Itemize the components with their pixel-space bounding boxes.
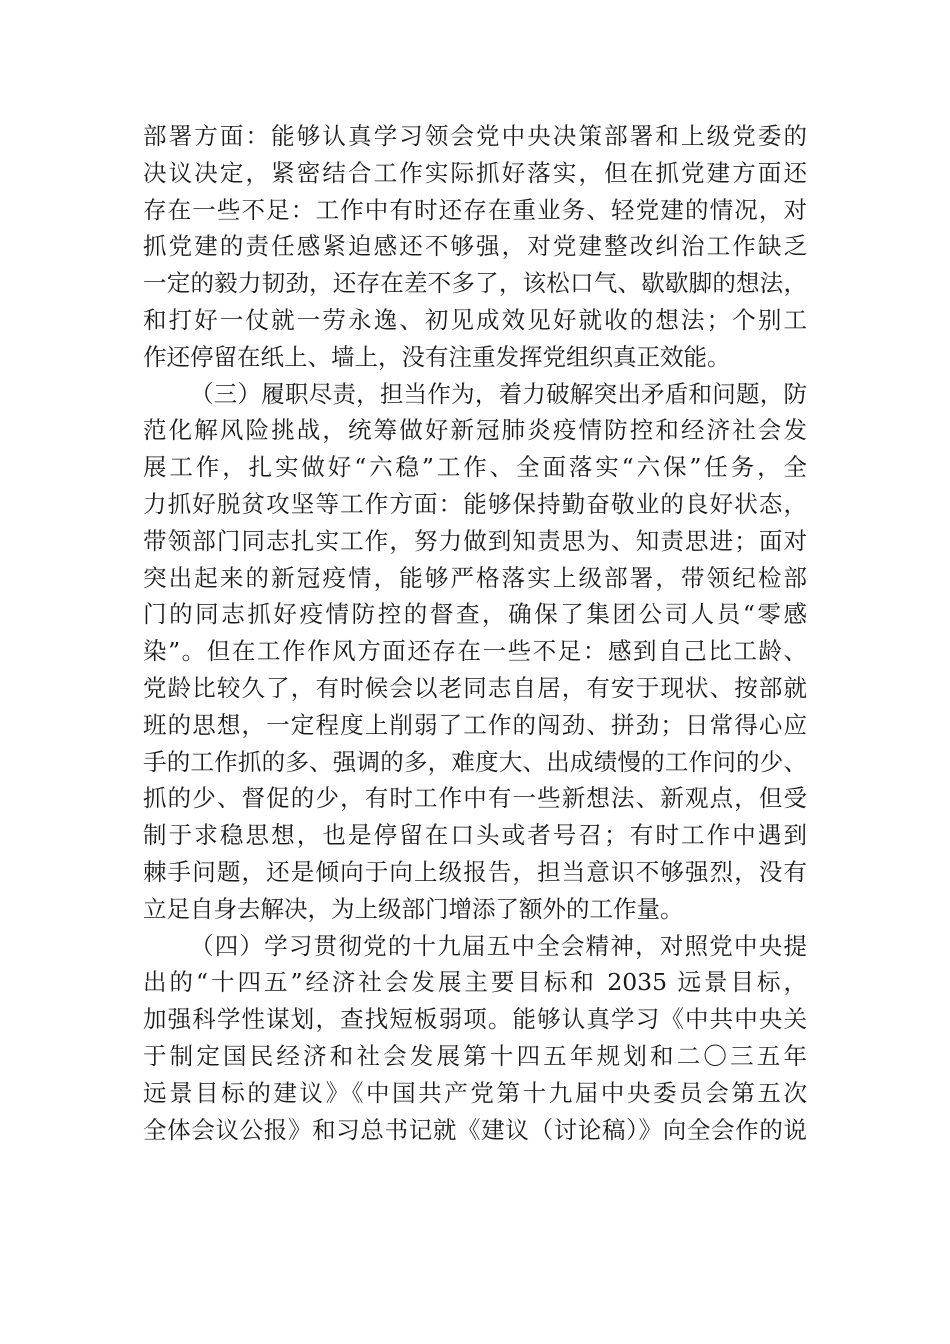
section-3-first-line: （三）履职尽责，担当作为，着力破解突出矛盾和问题，防 [190, 379, 807, 408]
text-line: 决议决定，紧密结合工作实际抓好落实，但在抓党建方面还 [143, 158, 807, 187]
text-line: 加强科学性谋划，查找短板弱项。能够认真学习《中共中央关 [143, 1005, 807, 1034]
text-line: 于制定国民经济和社会发展第十四五年规划和二〇三五年 [143, 1041, 807, 1070]
text-line: 带领部门同志扎实工作，努力做到知责思为、知责思进；面对 [143, 526, 807, 555]
text-line: 范化解风险挑战，统筹做好新冠肺炎疫情防控和经济社会发 [143, 416, 807, 445]
section-4-first-line: （四）学习贯彻党的十九届五中全会精神，对照党中央提 [190, 931, 807, 960]
document-body [143, 118, 807, 1148]
text-line: 全体会议公报》和习总书记就《建议（讨论稿）》向全会作的说 [143, 1115, 807, 1144]
text-line: 抓的少、督促的少，有时工作中有一些新想法、新观点，但受 [143, 784, 807, 813]
text-line: 手的工作抓的多、强调的多，难度大、出成绩慢的工作问的少、 [143, 747, 807, 776]
text-line: 部署方面：能够认真学习领会党中央决策部署和上级党委的 [143, 122, 807, 150]
text-line: 一定的毅力韧劲，还存在差不多了，该松口气、歇歇脚的想法， [143, 269, 807, 298]
text-line: 出的“十四五”经济社会发展主要目标和 2035 远景目标， [143, 968, 807, 997]
text-line: 远景目标的建议》《中国共产党第十九届中央委员会第五次 [143, 1078, 807, 1107]
text-line: 班的思想，一定程度上削弱了工作的闯劲、拼劲；日常得心应 [143, 710, 807, 739]
text-line: 突出起来的新冠疫情，能够严格落实上级部署，带领纪检部 [143, 563, 807, 592]
text-line: 抓党建的责任感紧迫感还不够强，对党建整改纠治工作缺乏 [143, 232, 807, 261]
text-line: 立足自身去解决，为上级部门增添了额外的工作量。 [143, 894, 684, 923]
text-line: 门的同志抓好疫情防控的督查，确保了集团公司人员“零感 [143, 600, 807, 629]
text-line: 党龄比较久了，有时候会以老同志自居，有安于现状、按部就 [143, 673, 807, 702]
text-line: 棘手问题，还是倾向于向上级报告，担当意识不够强烈，没有 [143, 857, 807, 886]
text-line: 制于求稳思想，也是停留在口头或者号召；有时工作中遇到 [143, 821, 807, 850]
text-line: 力抓好脱贫攻坚等工作方面：能够保持勤奋敬业的良好状态， [143, 489, 807, 518]
text-line: 染”。但在工作作风方面还存在一些不足：感到自己比工龄、 [143, 637, 807, 666]
text-line: 存在一些不足：工作中有时还存在重业务、轻党建的情况，对 [143, 195, 807, 224]
text-line: 和打好一仗就一劳永逸、初见成效见好就收的想法；个别工 [143, 305, 807, 334]
text-line: 展工作，扎实做好“六稳”工作、全面落实“六保”任务，全 [143, 453, 807, 482]
text-line: 作还停留在纸上、墙上，没有注重发挥党组织真正效能。 [143, 342, 731, 371]
